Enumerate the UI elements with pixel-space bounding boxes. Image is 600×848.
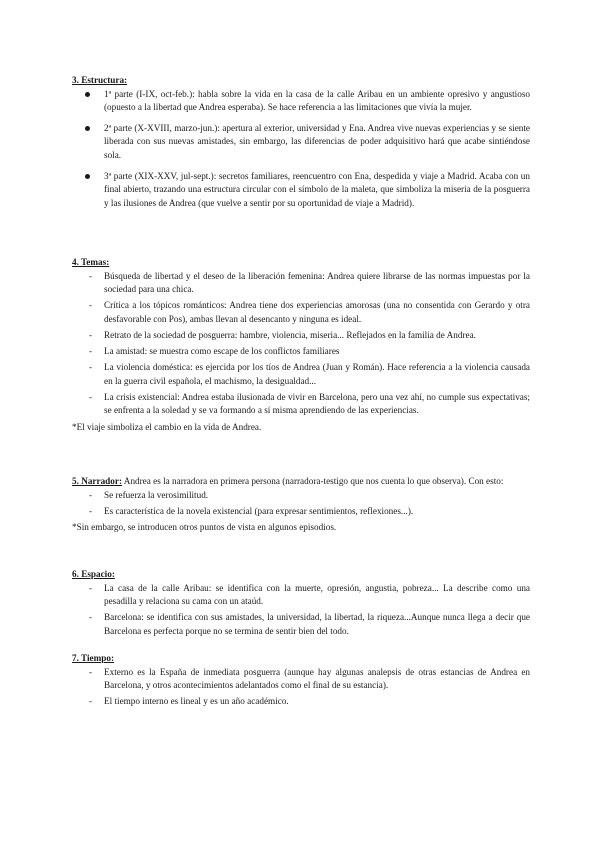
dash-marker: - (89, 346, 93, 357)
list-item (72, 122, 530, 163)
list-item-text: Es característica de la novela existencial (para expresar sentimientos, reflexiones...). (104, 505, 414, 516)
narrador-text: Andrea es la narradora en primera persona (narradora-testigo que nos cuenta lo que observa). Con esto: (122, 476, 504, 486)
list-item-text: Búsqueda de libertad y el deseo de la liberación femenina: Andrea quiere librarse de las normas impuestas por la sociedad para una chica. (104, 270, 530, 295)
dash-list (72, 666, 530, 709)
dash-marker: - (89, 666, 93, 677)
temas-note: *El viaje simboliza el cambio en la vida de Andrea. (72, 421, 262, 432)
list-item (72, 345, 530, 359)
section-heading: 3. Estructura: (72, 75, 128, 85)
dash-marker: - (89, 300, 93, 311)
list-item (72, 170, 530, 211)
dash-marker: - (89, 391, 93, 402)
list-item-text: 2ª parte (X-XVIII, marzo-jun.): apertura al exterior, universidad y Ena. Andrea vive nuevas experiencias y se siente liberada con sus nuevas amistades, sin embargo, las diferencias de poder adquisitivo hará que acabe sintiéndose sola. (104, 122, 530, 160)
list-item (72, 270, 530, 297)
list-item (72, 299, 530, 326)
bullet-icon (85, 92, 90, 97)
bullet-list (72, 88, 530, 211)
dash-list (72, 489, 530, 519)
dash-list (72, 582, 530, 639)
list-item-text: Barcelona: se identifica con sus amistades, la universidad, la libertad, la riqueza...Aunque nunca llega a decir que Barcelona es perfecta porque no se termina de sentir bien del todo. (104, 612, 530, 636)
dash-marker: - (89, 696, 93, 707)
list-item-text: La amistad: se muestra como escape de los conflictos familiares (104, 346, 340, 357)
list-item (72, 329, 530, 343)
list-item (72, 505, 530, 519)
list-item (72, 582, 530, 609)
list-item (72, 489, 530, 503)
list-item-text: 1ª parte (I-IX, oct-feb.): habla sobre la vida en la casa de la calle Aribau en un ambiente opresivo y angustioso (opuesto a la libertad que Andrea esperaba). Se hace referencia a las limitaciones que vivía la mujer. (104, 88, 530, 113)
list-item-text: Externo es la España de inmediata posguerra (aunque hay algunas analepsis de otras estancias de Andrea en Barcelona, y otros acontecimientos adelantados como el final de su estancia). (104, 666, 530, 691)
narrador-paragraph (72, 475, 530, 489)
list-item-text: La casa de la calle Aribau: se identifica con la muerte, opresión, angustia, pobreza... La describe como una pesadilla y relaciona su cama con un ataúd. (104, 582, 530, 607)
dash-marker: - (89, 612, 93, 623)
section-heading: 7. Tiempo: (72, 653, 115, 663)
list-item-text: La violencia doméstica: es ejercida por los tíos de Andrea (Juan y Román). Hace referencia a la violencia causada en la guerra civil española, el machismo, la desigualdad... (104, 362, 530, 386)
dash-marker: - (89, 489, 93, 500)
list-item-text: El tiempo interno es lineal y es un año académico. (104, 696, 289, 707)
dash-marker: - (89, 582, 93, 593)
dash-marker: - (89, 362, 93, 373)
list-item (72, 695, 530, 709)
section-temas (72, 256, 530, 434)
list-item (72, 88, 530, 115)
dash-marker: - (89, 505, 93, 516)
list-item (72, 666, 530, 693)
section-heading: 6. Espacio: (72, 569, 115, 579)
dash-marker: - (89, 329, 93, 340)
narrador-note: *Sin embargo, se introducen otros puntos de vista en algunos episodios. (72, 521, 337, 532)
section-estructura (72, 74, 530, 217)
bullet-icon (85, 126, 90, 131)
bullet-icon (85, 174, 90, 179)
list-item (72, 361, 530, 388)
list-item (72, 611, 530, 638)
list-item (72, 391, 530, 418)
list-item-text: 3ª parte (XIX-XXV, jul-sept.): secretos familiares, reencuentro con Ena, despedida y viaje a Madrid. Acaba con un final abierto, trazando una estructura circular con el símbolo de la maleta, que simboliza la miseria de la posguerra y las ilusiones de Andrea (que vuelve a sentir por su oportunidad de viaje a Madrid). (104, 170, 530, 208)
dash-marker: - (89, 270, 93, 281)
section-narrador (72, 475, 530, 534)
dash-list (72, 270, 530, 418)
list-item-text: La crisis existencial: Andrea estaba ilusionada de vivir en Barcelona, pero una vez ahí, no cumple sus expectativas; se enfrenta a la soledad y se va formando a sí misma aprendiendo de las experiencias. (104, 391, 530, 416)
section-tiempo (72, 652, 530, 711)
section-heading: 5. Narrador: (72, 476, 123, 486)
section-heading: 4. Temas: (72, 257, 110, 267)
list-item-text: Retrato de la sociedad de posguerra: hambre, violencia, miseria... Reflejados en la familia de Andrea. (104, 329, 476, 340)
list-item-text: Crítica a los tópicos románticos: Andrea tiene dos experiencias amorosas (una no consentida con Gerardo y otra desfavorable con Pos), ambas llevan al desencanto y ninguna es ideal. (104, 300, 530, 324)
list-item-text: Se refuerza la verosimilitud. (104, 489, 209, 500)
section-espacio (72, 568, 530, 641)
